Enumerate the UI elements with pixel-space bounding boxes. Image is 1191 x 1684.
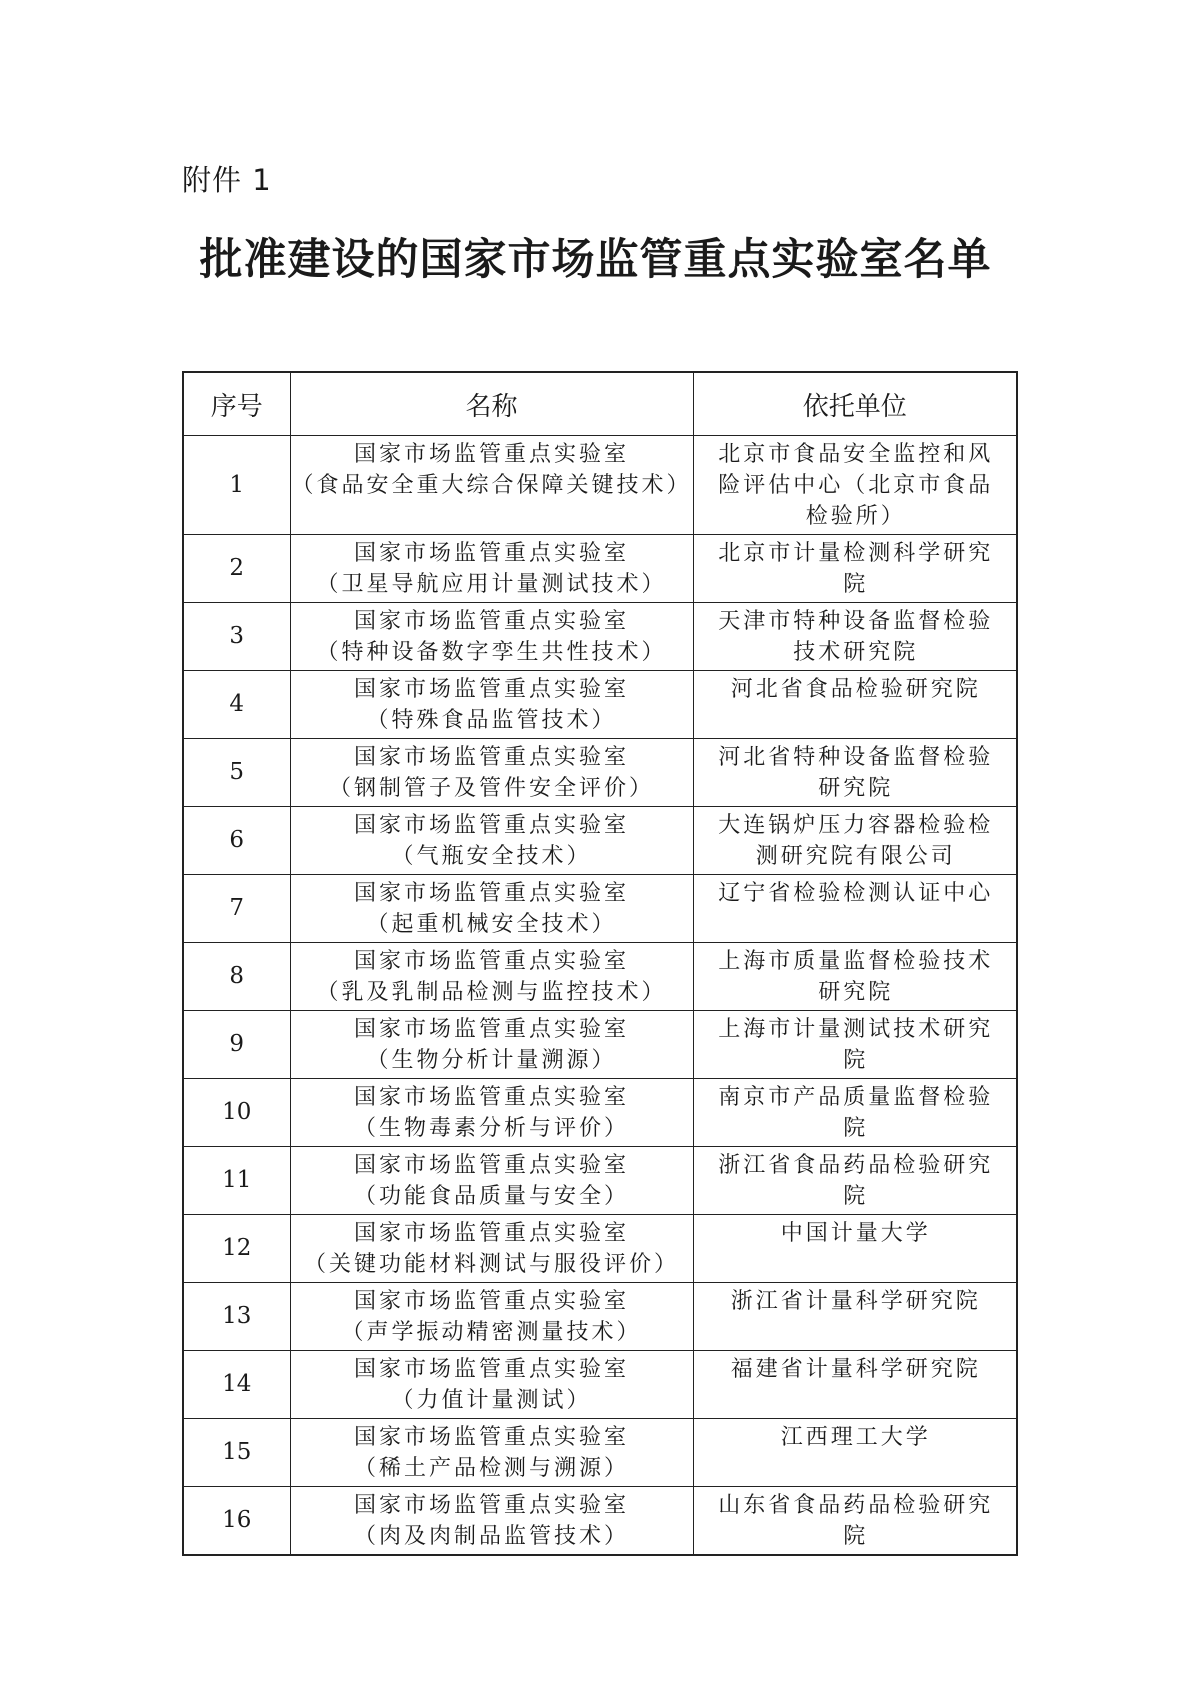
laboratory-name — [290, 1215, 693, 1283]
laboratory-name — [290, 943, 693, 1011]
column-header-name: 名称 — [290, 372, 693, 436]
row-number: 8 — [183, 943, 290, 1011]
host-unit: 江西理工大学 — [693, 1419, 1017, 1487]
laboratory-name-field: （特种设备数字孪生共性技术） — [316, 640, 667, 665]
row-number: 5 — [183, 739, 290, 807]
table-body — [183, 436, 1017, 1556]
laboratory-name-main: 国家市场监管重点实验室 — [353, 609, 629, 634]
laboratory-name — [290, 1147, 693, 1215]
row-number: 13 — [183, 1283, 290, 1351]
column-header-number: 序号 — [183, 372, 290, 436]
row-number: 2 — [183, 535, 290, 603]
laboratory-name-main: 国家市场监管重点实验室 — [353, 745, 629, 770]
laboratory-name — [290, 1419, 693, 1487]
laboratory-name-field: （特殊食品监管技术） — [366, 708, 617, 733]
host-unit: 河北省特种设备监督检验研究院 — [693, 739, 1017, 807]
laboratory-name — [290, 1351, 693, 1419]
host-unit: 浙江省食品药品检验研究院 — [693, 1147, 1017, 1215]
row-number: 4 — [183, 671, 290, 739]
laboratory-name-field: （关键功能材料测试与服役评价） — [303, 1252, 679, 1277]
laboratory-list-table — [182, 371, 1018, 1556]
row-number: 10 — [183, 1079, 290, 1147]
table-header-row — [183, 372, 1017, 436]
row-number: 11 — [183, 1147, 290, 1215]
laboratory-name — [290, 535, 693, 603]
table-row — [183, 1283, 1017, 1351]
laboratory-name-main: 国家市场监管重点实验室 — [353, 1493, 629, 1518]
row-number: 16 — [183, 1487, 290, 1556]
laboratory-name-field: （肉及肉制品监管技术） — [353, 1524, 629, 1549]
laboratory-name-field: （食品安全重大综合保障关键技术） — [291, 473, 692, 498]
host-unit: 天津市特种设备监督检验技术研究院 — [693, 603, 1017, 671]
laboratory-name-main: 国家市场监管重点实验室 — [353, 1221, 629, 1246]
row-number: 14 — [183, 1351, 290, 1419]
laboratory-name-field: （起重机械安全技术） — [366, 912, 617, 937]
host-unit: 大连锅炉压力容器检验检测研究院有限公司 — [693, 807, 1017, 875]
row-number: 12 — [183, 1215, 290, 1283]
table-row — [183, 943, 1017, 1011]
table-row — [183, 1147, 1017, 1215]
host-unit: 福建省计量科学研究院 — [693, 1351, 1017, 1419]
host-unit: 浙江省计量科学研究院 — [693, 1283, 1017, 1351]
laboratory-name — [290, 671, 693, 739]
laboratory-name — [290, 1283, 693, 1351]
laboratory-name-field: （气瓶安全技术） — [391, 844, 592, 869]
host-unit: 中国计量大学 — [693, 1215, 1017, 1283]
table-row — [183, 436, 1017, 535]
laboratory-name-field: （卫星导航应用计量测试技术） — [316, 572, 667, 597]
laboratory-name-main: 国家市场监管重点实验室 — [353, 1085, 629, 1110]
laboratory-name — [290, 1079, 693, 1147]
host-unit: 南京市产品质量监督检验院 — [693, 1079, 1017, 1147]
row-number: 3 — [183, 603, 290, 671]
table-row — [183, 1419, 1017, 1487]
row-number: 15 — [183, 1419, 290, 1487]
laboratory-name — [290, 875, 693, 943]
laboratory-name — [290, 1011, 693, 1079]
laboratory-name-field: （钢制管子及管件安全评价） — [328, 776, 654, 801]
row-number: 7 — [183, 875, 290, 943]
table-row — [183, 671, 1017, 739]
laboratory-name — [290, 603, 693, 671]
table-row — [183, 1079, 1017, 1147]
laboratory-name-main: 国家市场监管重点实验室 — [353, 677, 629, 702]
laboratory-name-main: 国家市场监管重点实验室 — [353, 541, 629, 566]
laboratory-name-main: 国家市场监管重点实验室 — [353, 1153, 629, 1178]
row-number: 1 — [183, 436, 290, 535]
laboratory-name — [290, 436, 693, 535]
host-unit: 北京市计量检测科学研究院 — [693, 535, 1017, 603]
laboratory-name-main: 国家市场监管重点实验室 — [353, 1357, 629, 1382]
attachment-label: 附件 1 — [182, 163, 272, 197]
laboratory-name-main: 国家市场监管重点实验室 — [353, 1289, 629, 1314]
host-unit: 河北省食品检验研究院 — [693, 671, 1017, 739]
laboratory-name-main: 国家市场监管重点实验室 — [353, 1017, 629, 1042]
row-number: 9 — [183, 1011, 290, 1079]
laboratory-name-main: 国家市场监管重点实验室 — [353, 1425, 629, 1450]
table-row — [183, 875, 1017, 943]
table-row — [183, 1215, 1017, 1283]
laboratory-name-field: （稀土产品检测与溯源） — [353, 1456, 629, 1481]
host-unit: 辽宁省检验检测认证中心 — [693, 875, 1017, 943]
laboratory-name-field: （生物分析计量溯源） — [366, 1048, 617, 1073]
laboratory-name-main: 国家市场监管重点实验室 — [353, 881, 629, 906]
laboratory-name-field: （生物毒素分析与评价） — [353, 1116, 629, 1141]
table-row — [183, 807, 1017, 875]
table-row — [183, 1351, 1017, 1419]
table-row — [183, 739, 1017, 807]
laboratory-name-field: （声学振动精密测量技术） — [341, 1320, 642, 1345]
laboratory-name — [290, 807, 693, 875]
table-row — [183, 535, 1017, 603]
laboratory-name — [290, 739, 693, 807]
laboratory-name-field: （力值计量测试） — [391, 1388, 592, 1413]
table-row — [183, 603, 1017, 671]
laboratory-name-main: 国家市场监管重点实验室 — [353, 442, 629, 467]
document-title: 批准建设的国家市场监管重点实验室名单 — [199, 235, 992, 285]
laboratory-name — [290, 1487, 693, 1556]
host-unit: 上海市质量监督检验技术研究院 — [693, 943, 1017, 1011]
host-unit: 北京市食品安全监控和风险评估中心（北京市食品检验所） — [693, 436, 1017, 535]
host-unit: 山东省食品药品检验研究院 — [693, 1487, 1017, 1556]
table-row — [183, 1011, 1017, 1079]
row-number: 6 — [183, 807, 290, 875]
laboratory-name-main: 国家市场监管重点实验室 — [353, 949, 629, 974]
laboratory-name-field: （乳及乳制品检测与监控技术） — [316, 980, 667, 1005]
laboratory-name-main: 国家市场监管重点实验室 — [353, 813, 629, 838]
table-row — [183, 1487, 1017, 1556]
column-header-host-unit: 依托单位 — [693, 372, 1017, 436]
laboratory-name-field: （功能食品质量与安全） — [353, 1184, 629, 1209]
host-unit: 上海市计量测试技术研究院 — [693, 1011, 1017, 1079]
